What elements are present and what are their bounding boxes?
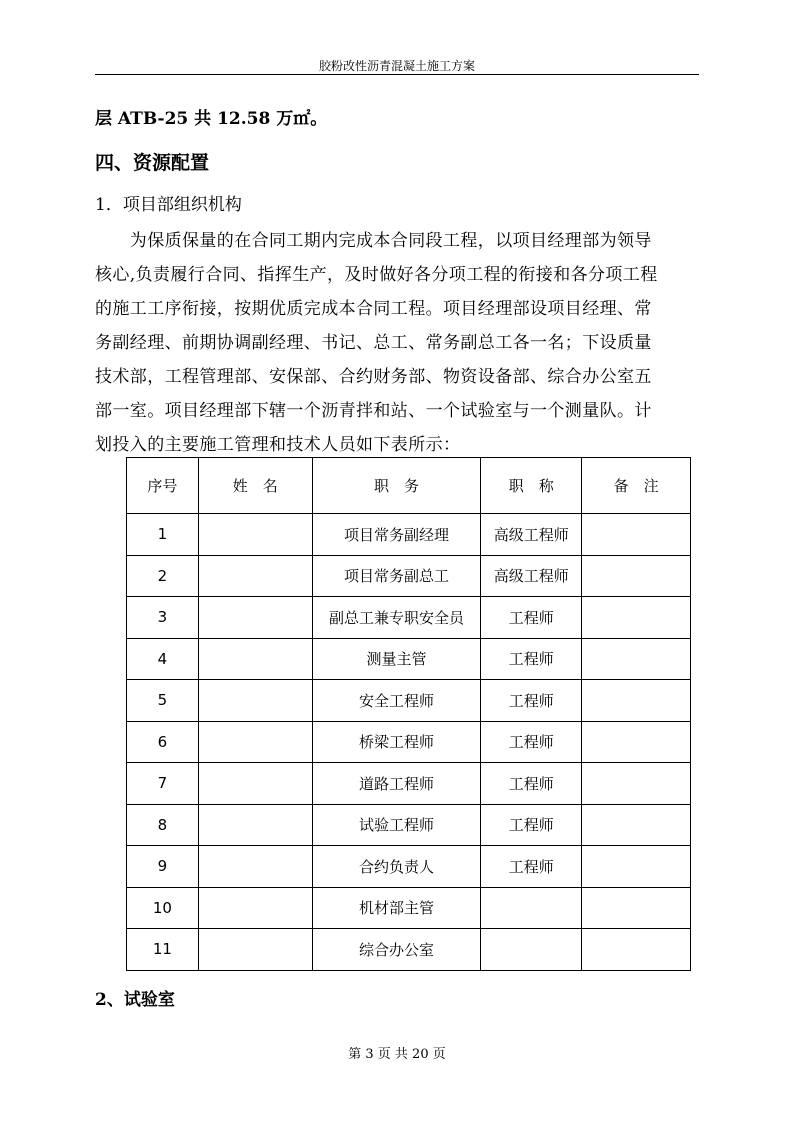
intro-line: 层 ATB-25 共 12.58 万㎡。 xyxy=(95,109,328,129)
table-row xyxy=(127,846,691,888)
cell-no: 7 xyxy=(127,763,199,805)
cell-no: 8 xyxy=(127,804,199,846)
table-row xyxy=(127,929,691,971)
cell-position: 试验工程师 xyxy=(312,804,481,846)
paragraph-line: 务副经理、前期协调副经理、书记、总工、常务副总工各一名；下设质量 xyxy=(95,333,652,353)
cell-title: 工程师 xyxy=(481,763,582,805)
cell-name xyxy=(198,597,312,639)
table-row xyxy=(127,763,691,805)
subsection-heading-2: 2、试验室 xyxy=(95,990,175,1010)
cell-note xyxy=(582,638,691,680)
cell-title xyxy=(481,929,582,971)
cell-position: 综合办公室 xyxy=(312,929,481,971)
cell-no: 5 xyxy=(127,680,199,722)
cell-title: 高级工程师 xyxy=(481,555,582,597)
cell-position: 安全工程师 xyxy=(312,680,481,722)
cell-position: 项目常务副经理 xyxy=(312,514,481,556)
cell-position: 副总工兼专职安全员 xyxy=(312,597,481,639)
table-row xyxy=(127,804,691,846)
cell-note xyxy=(582,804,691,846)
cell-no: 6 xyxy=(127,721,199,763)
cell-title: 工程师 xyxy=(481,680,582,722)
cell-no: 2 xyxy=(127,555,199,597)
cell-name xyxy=(198,763,312,805)
cell-title: 高级工程师 xyxy=(481,514,582,556)
page-header-title: 胶粉改性沥青混凝土施工方案 xyxy=(318,59,475,73)
cell-no: 4 xyxy=(127,638,199,680)
table-row xyxy=(127,555,691,597)
subsection-heading-1: 1．项目部组织机构 xyxy=(95,195,242,215)
cell-note xyxy=(582,680,691,722)
cell-name xyxy=(198,887,312,929)
header-rule xyxy=(95,74,699,75)
table-row xyxy=(127,597,691,639)
cell-name xyxy=(198,514,312,556)
cell-title: 工程师 xyxy=(481,804,582,846)
paragraph-line: 核心,负责履行合同、指挥生产，及时做好各分项工程的衔接和各分项工程 xyxy=(95,265,658,285)
cell-name xyxy=(198,555,312,597)
paragraph-line: 划投入的主要施工管理和技术人员如下表所示： xyxy=(95,435,461,455)
header-position: 职 务 xyxy=(312,458,481,514)
table-row xyxy=(127,514,691,556)
staff-table xyxy=(126,457,691,971)
cell-name xyxy=(198,846,312,888)
paragraph-line: 技术部，工程管理部、安保部、合约财务部、物资设备部、综合办公室五 xyxy=(95,367,652,387)
cell-position: 项目常务副总工 xyxy=(312,555,481,597)
header-note: 备 注 xyxy=(582,458,691,514)
cell-no: 11 xyxy=(127,929,199,971)
table-row xyxy=(127,887,691,929)
cell-position: 测量主管 xyxy=(312,638,481,680)
cell-title: 工程师 xyxy=(481,638,582,680)
table-row xyxy=(127,721,691,763)
cell-note xyxy=(582,721,691,763)
section-title: 四、资源配置 xyxy=(95,152,210,174)
cell-title: 工程师 xyxy=(481,846,582,888)
header-name: 姓 名 xyxy=(198,458,312,514)
cell-note xyxy=(582,555,691,597)
paragraph-line: 的施工工序衔接，按期优质完成本合同工程。项目经理部设项目经理、常 xyxy=(95,299,652,319)
cell-title xyxy=(481,887,582,929)
paragraph-line: 为保质保量的在合同工期内完成本合同段工程，以项目经理部为领导 xyxy=(95,231,652,251)
cell-note xyxy=(582,929,691,971)
cell-note xyxy=(582,597,691,639)
cell-no: 9 xyxy=(127,846,199,888)
cell-title: 工程师 xyxy=(481,597,582,639)
table-row xyxy=(127,638,691,680)
cell-name xyxy=(198,929,312,971)
cell-name xyxy=(198,680,312,722)
table-row xyxy=(127,680,691,722)
cell-note xyxy=(582,887,691,929)
cell-note xyxy=(582,846,691,888)
cell-note xyxy=(582,763,691,805)
cell-position: 机材部主管 xyxy=(312,887,481,929)
cell-title: 工程师 xyxy=(481,721,582,763)
paragraph-line: 部一室。项目经理部下辖一个沥青拌和站、一个试验室与一个测量队。计 xyxy=(95,401,652,421)
cell-note xyxy=(582,514,691,556)
header-no: 序号 xyxy=(127,458,199,514)
header-title: 职 称 xyxy=(481,458,582,514)
cell-position: 桥梁工程师 xyxy=(312,721,481,763)
cell-name xyxy=(198,804,312,846)
table-header-row xyxy=(127,458,691,514)
cell-no: 10 xyxy=(127,887,199,929)
cell-position: 道路工程师 xyxy=(312,763,481,805)
cell-position: 合约负责人 xyxy=(312,846,481,888)
cell-name xyxy=(198,638,312,680)
cell-no: 3 xyxy=(127,597,199,639)
page-footer: 第 3 页 共 20 页 xyxy=(348,1047,446,1062)
cell-name xyxy=(198,721,312,763)
cell-no: 1 xyxy=(127,514,199,556)
